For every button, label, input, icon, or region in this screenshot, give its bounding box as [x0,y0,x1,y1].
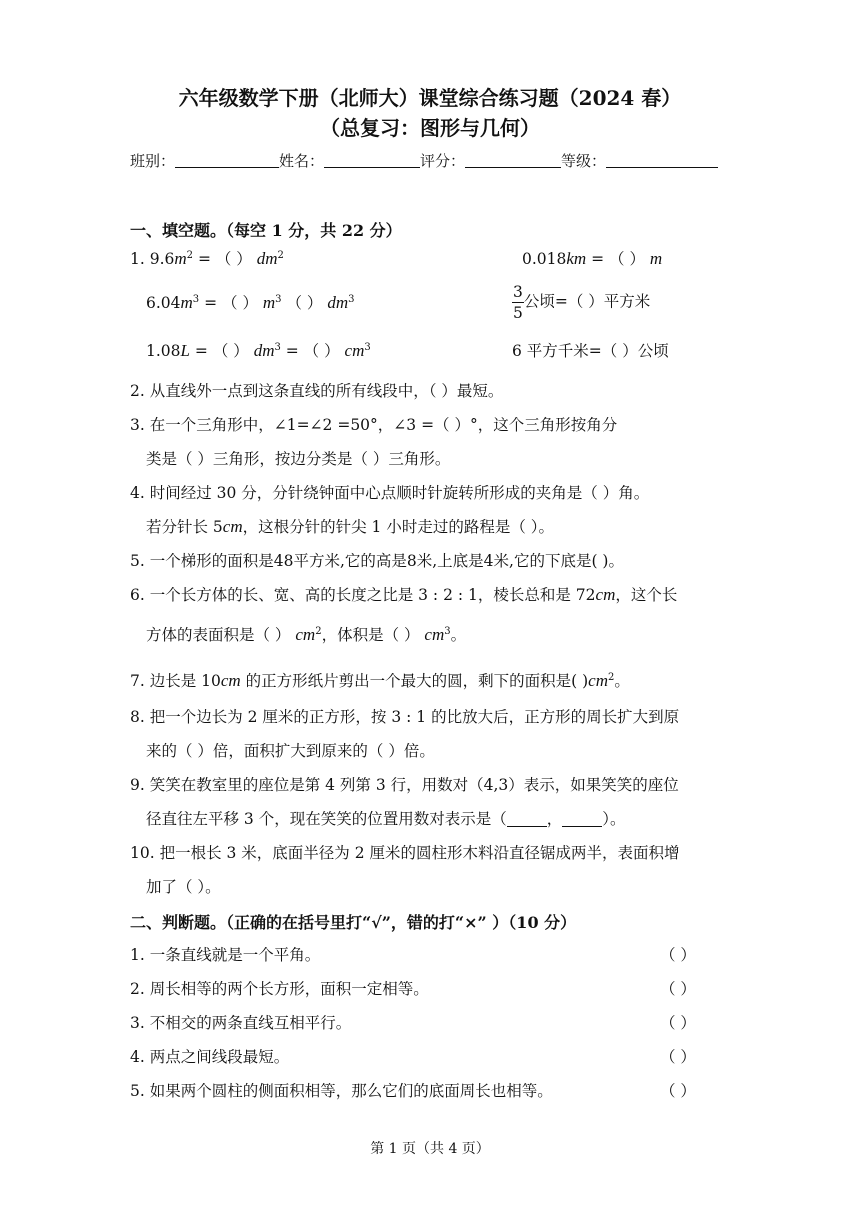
fraction-denominator: 5 [513,304,523,322]
q1-c-value: 6.04 [146,294,181,312]
q1-e-unit3: cm [344,341,365,360]
section-1-heading: 一、填空题。（每空 1 分，共 22 分） [130,221,402,240]
q6-unit: cm [595,585,616,604]
q1-b-value: 0.018 [522,250,567,268]
q1-a-unit2: dm [256,249,278,268]
class-field[interactable] [175,153,279,168]
q1-e-blank1[interactable]: = （ ） [189,342,254,360]
q1-b-unit2: m [649,249,663,268]
score-label: 评分： [420,152,466,170]
q1-f[interactable]: 6 平方千米=（ ）公顷 [512,342,669,360]
q9-blank-x[interactable] [507,812,547,827]
q1-e-unit: L [180,341,190,360]
q1-a-unit: m [174,249,187,268]
q1-a-blank[interactable]: = （ ） [193,250,257,268]
q1-c-unit: m [180,293,193,312]
q10-line2[interactable]: 加了（ ）。 [146,878,221,896]
q7-unit2: cm [588,671,608,690]
grade-field[interactable] [606,153,718,168]
section-2-heading: 二、判断题。（正确的在括号里打“√”，错的打“×” ）（10 分） [130,913,577,932]
judge-answer-1[interactable]: （ ） [660,946,696,964]
q1-b [522,248,662,270]
q1-c-unit2: m [262,293,276,312]
q9-comma: ， [546,810,563,828]
judge-answer-5[interactable]: （ ） [660,1082,696,1100]
q7-post: 。 [614,672,630,690]
q4-unit: cm [222,517,243,536]
q7-blank[interactable]: 的正方形纸片剪出一个最大的圆，剩下的面积是( ) [240,672,589,690]
q6-area-blank[interactable]: 方体的表面积是（ ） [146,626,296,644]
grade-label: 等级： [561,152,607,170]
q9-line2 [146,808,626,830]
q6-volume-blank[interactable]: ，体积是（ ） [321,626,425,644]
q4-line2-pre: 若分针长 5 [146,518,223,536]
page-footer: 第 1 页（共 4 页） [370,1141,490,1157]
class-label: 班别： [130,152,176,170]
judge-answer-3[interactable]: （ ） [660,1014,696,1032]
q6-area-unit: cm [295,625,316,644]
q1-d-text[interactable]: 公顷=（ ）平方米 [523,292,651,311]
q9-line2-post: ）。 [602,810,626,828]
q1-e-blank2[interactable]: = （ ） [280,342,345,360]
q1-e-value: 1.08 [146,342,181,360]
page-subtitle: （总复习：图形与几何） [320,116,540,140]
judge-item-1: 1. 一条直线就是一个平角。 [130,946,321,964]
q6-line2-post: 。 [450,626,467,644]
q6-line1 [130,584,677,606]
judge-item-2: 2. 周长相等的两个长方形，面积一定相等。 [130,980,429,998]
q1-b-blank[interactable]: = （ ） [586,250,650,268]
q5[interactable]: 5. 一个梯形的面积是48平方米,它的高是8米,上底是4米,它的下底是( )。 [130,552,624,570]
q9-line2-pre: 径直往左平移 3 个，现在笑笑的位置用数对表示是（ [146,810,507,828]
fraction-numerator: 3 [513,283,523,301]
q1-a: 1. $9.6m^2$ = （ ） $dm^2$ [130,249,284,268]
q2[interactable]: 2. 从直线外一点到这条直线的所有线段中，（ ）最短。 [130,382,504,400]
q4-line2-post[interactable]: ，这根分针的针尖 1 小时走过的路程是（ ）。 [242,518,555,536]
page-title: 六年级数学下册（北师大）课堂综合练习题（2024 春） [178,86,682,110]
name-field[interactable] [324,153,420,168]
judge-item-5: 5. 如果两个圆柱的侧面积相等，那么它们的底面周长也相等。 [130,1082,553,1100]
q3-line1[interactable]: 3. 在一个三角形中，∠1=∠2 =50°，∠3 =（ ）°，这个三角形按角分 [130,416,618,434]
q6-volume-unit: cm [424,625,445,644]
q4-line2 [146,516,554,538]
q1-c-unit3: dm [327,293,349,312]
q8-line1: 8. 把一个边长为 2 厘米的正方形，按 3 : 1 的比放大后，正方形的周长扩大到原 [130,708,680,726]
q9-blank-y[interactable] [562,812,602,827]
q8-line2[interactable]: 来的（ ）倍，面积扩大到原来的（ ）倍。 [146,742,435,760]
score-field[interactable] [465,153,561,168]
q6-line2: 方体的表面积是（ ） $cm^2$，体积是（ ） $cm^3$。 [146,625,467,644]
q7-pre: 7. 边长是 10 [130,672,221,690]
q1-c: $6.04m^3$ = （ ） $m^3$ （ ） $dm^3$ [146,293,355,312]
q7: 7. 边长是 10cm 的正方形纸片剪出一个最大的圆，剩下的面积是( )$cm^2$。 [130,671,630,690]
q10-line1: 10. 把一根长 3 米，底面半径为 2 厘米的圆柱形木料沿直径锯成两半，表面积增 [130,844,680,862]
q1-b-unit: km [566,249,587,268]
q7-unit: cm [220,671,241,690]
q4-line1[interactable]: 4. 时间经过 30 分，分针绕钟面中心点顺时针旋转所形成的夹角是（ ）角。 [130,484,650,502]
q1-a-value: 1. 9.6 [130,250,175,268]
q1-c-blank1[interactable]: = （ ） [199,294,263,312]
judge-answer-2[interactable]: （ ） [660,980,696,998]
q6-line1-pre: 6. 一个长方体的长、宽、高的长度之比是 3 : 2 : 1，棱长总和是 72 [130,586,596,604]
judge-item-3: 3. 不相交的两条直线互相平行。 [130,1014,352,1032]
q9-line1: 9. 笑笑在教室里的座位是第 4 列第 3 行，用数对（4,3）表示，如果笑笑的座位 [130,776,679,794]
q1-e: 1.08L = （ ） $dm^3$ = （ ） $cm^3$ [146,341,371,360]
q1-c-blank2[interactable]: （ ） [281,294,328,312]
q1-e-unit2: dm [253,341,275,360]
q1-d [512,282,650,323]
judge-answer-4[interactable]: （ ） [660,1048,696,1066]
judge-item-4: 4. 两点之间线段最短。 [130,1048,290,1066]
q6-line1-post: ，这个长 [615,586,678,604]
q3-line2[interactable]: 类是（ ）三角形，按边分类是（ ）三角形。 [146,450,451,468]
student-info-row [130,150,718,171]
name-label: 姓名： [279,152,325,170]
q1-d-fraction [512,282,524,323]
